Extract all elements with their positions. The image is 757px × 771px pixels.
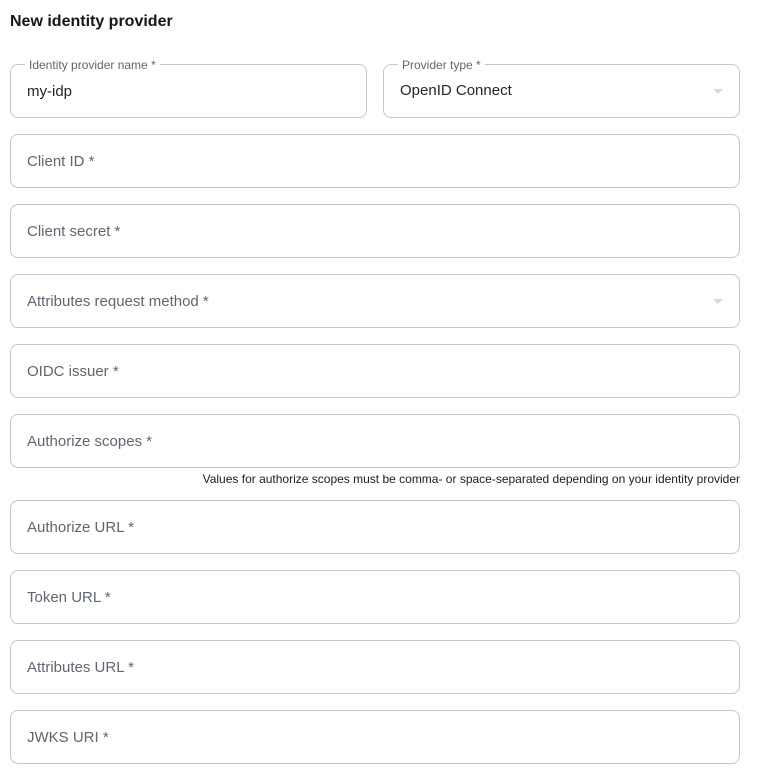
attributes-request-method-select[interactable] bbox=[10, 274, 740, 328]
chevron-down-icon bbox=[713, 299, 723, 304]
authorize-url-input[interactable] bbox=[11, 501, 739, 553]
jwks-uri-field[interactable] bbox=[10, 710, 740, 764]
identity-provider-form bbox=[10, 58, 740, 764]
jwks-uri-input[interactable] bbox=[11, 711, 739, 763]
provider-type-select[interactable] bbox=[383, 58, 740, 118]
authorize-scopes-field[interactable] bbox=[10, 414, 740, 468]
oidc-issuer-input[interactable] bbox=[11, 345, 739, 397]
client-secret-field[interactable] bbox=[10, 204, 740, 258]
attributes-url-input[interactable] bbox=[11, 641, 739, 693]
chevron-down-icon bbox=[713, 89, 723, 94]
identity-provider-name-label: Identity provider name * bbox=[25, 56, 160, 74]
token-url-field[interactable] bbox=[10, 570, 740, 624]
provider-type-value: OpenID Connect bbox=[400, 82, 512, 99]
identity-provider-name-field[interactable] bbox=[10, 58, 367, 118]
client-id-field[interactable] bbox=[10, 134, 740, 188]
name-and-type-row bbox=[10, 58, 740, 118]
provider-type-label: Provider type * bbox=[398, 56, 485, 74]
attributes-request-method-input[interactable] bbox=[11, 275, 739, 327]
client-id-input[interactable] bbox=[11, 135, 739, 187]
authorize-url-field[interactable] bbox=[10, 500, 740, 554]
oidc-issuer-field[interactable] bbox=[10, 344, 740, 398]
authorize-scopes-input[interactable] bbox=[11, 415, 739, 467]
client-secret-input[interactable] bbox=[11, 205, 739, 257]
page-title: New identity provider bbox=[10, 13, 173, 30]
attributes-url-field[interactable] bbox=[10, 640, 740, 694]
token-url-input[interactable] bbox=[11, 571, 739, 623]
authorize-scopes-helper-text: Values for authorize scopes must be comma- or space-separated depending on your identity provider bbox=[202, 472, 740, 486]
